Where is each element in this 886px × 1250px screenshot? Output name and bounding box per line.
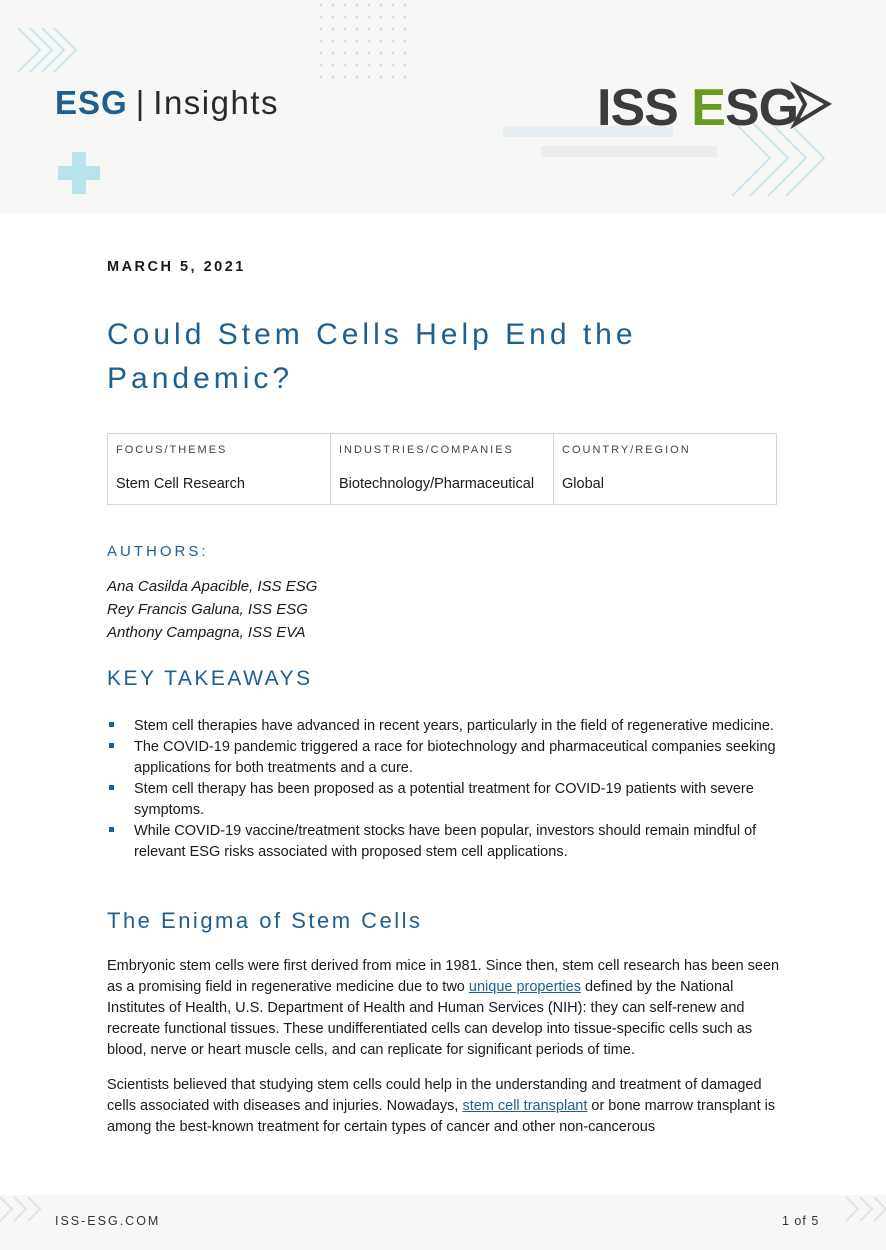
bullet-square-icon: [109, 785, 114, 790]
industries-companies-value: Biotechnology/Pharmaceutical: [339, 476, 535, 492]
paragraph-text: Embryonic stem cells were first derived from mice in 1981. Since then, stem cell research has been seen as a promising field in regenerative medicine due to two: [107, 958, 780, 995]
brand-esg: ESG: [55, 84, 128, 121]
dot-grid-decoration: [320, 4, 407, 79]
key-takeaways-heading: KEY TAKEAWAYS: [107, 667, 313, 690]
brand-separator: |: [135, 84, 146, 121]
body-paragraph-2: [107, 1075, 782, 1138]
page-title: Could Stem Cells Help End the Pandemic?: [107, 318, 637, 395]
footer-site-link[interactable]: ISS-ESG.COM: [55, 1214, 161, 1228]
logo-iss: ISS: [597, 79, 692, 137]
bullet-square-icon: [109, 722, 114, 727]
list-item-text: While COVID-19 vaccine/treatment stocks have been popular, investors should remain mindful of relevant ESG risks associated with proposed stem cell applications.: [134, 823, 757, 860]
author-item: Rey Francis Galuna, ISS ESG: [107, 601, 308, 618]
authors-list: [107, 575, 317, 644]
focus-themes-label: FOCUS/THEMES: [116, 444, 228, 456]
page-number: 1 of 5: [782, 1214, 820, 1228]
stem-cell-transplant-link[interactable]: stem cell transplant: [462, 1098, 588, 1114]
page-header: [0, 0, 886, 213]
key-takeaways-list: [107, 716, 787, 863]
list-item-text: The COVID-19 pandemic triggered a race for biotechnology and pharmaceutical companies seeking applications for both treatments and a cure.: [134, 739, 776, 776]
publication-date: MARCH 5, 2021: [107, 259, 246, 275]
metadata-row: [108, 434, 777, 505]
plus-icon: [58, 152, 100, 194]
country-region-label: COUNTRY/REGION: [562, 444, 691, 456]
page-footer: [0, 1195, 886, 1250]
industries-companies-label: INDUSTRIES/COMPANIES: [339, 444, 514, 456]
author-item: Ana Casilda Apacible, ISS ESG: [107, 578, 318, 595]
paragraph-text: or bone marrow transplant is among the best-known treatment for certain types of cancer and other non-cancerous: [107, 1098, 776, 1135]
logo-e: E: [691, 79, 725, 137]
industries-companies-cell: [331, 434, 554, 505]
iss-esg-logo: [597, 78, 798, 138]
country-region-value: Global: [562, 476, 604, 492]
list-item: [107, 737, 787, 779]
metadata-table: [107, 433, 777, 505]
list-item-text: Stem cell therapy has been proposed as a potential treatment for COVID-19 patients with severe symptoms.: [134, 781, 754, 818]
list-item: [107, 821, 787, 863]
logo-arrow-icon: [795, 86, 828, 124]
list-item: [107, 716, 787, 737]
logo-sg: SG: [724, 79, 799, 137]
authors-heading: AUTHORS:: [107, 543, 209, 560]
chevron-left-icon: [18, 28, 76, 72]
unique-properties-link[interactable]: unique properties: [468, 979, 581, 995]
author-item: Anthony Campagna, ISS EVA: [107, 624, 306, 641]
focus-themes-cell: [108, 434, 331, 505]
body-paragraph-1: [107, 956, 782, 1061]
paragraph-text: defined by the National Institutes of Health, U.S. Department of Health and Human Services (NIH): they can self-renew and recreate functional tissues. These undifferentiated cells can develop into tissue-specific cells such as blood, nerve or heart muscle cells, and can replicate for significant periods of time.: [107, 979, 753, 1058]
brand-insights: Insights: [153, 84, 280, 121]
esg-insights-brand: [55, 84, 279, 122]
bullet-square-icon: [109, 743, 114, 748]
section-heading: The Enigma of Stem Cells: [107, 908, 423, 933]
country-region-cell: [554, 434, 777, 505]
list-item: [107, 779, 787, 821]
focus-themes-value: Stem Cell Research: [116, 476, 245, 492]
paragraph-text: Scientists believed that studying stem cells could help in the understanding and treatment of damaged cells associated with diseases and injuries. Nowadays,: [107, 1077, 762, 1114]
bullet-square-icon: [109, 827, 114, 832]
list-item-text: Stem cell therapies have advanced in recent years, particularly in the field of regenerative medicine.: [134, 718, 774, 734]
